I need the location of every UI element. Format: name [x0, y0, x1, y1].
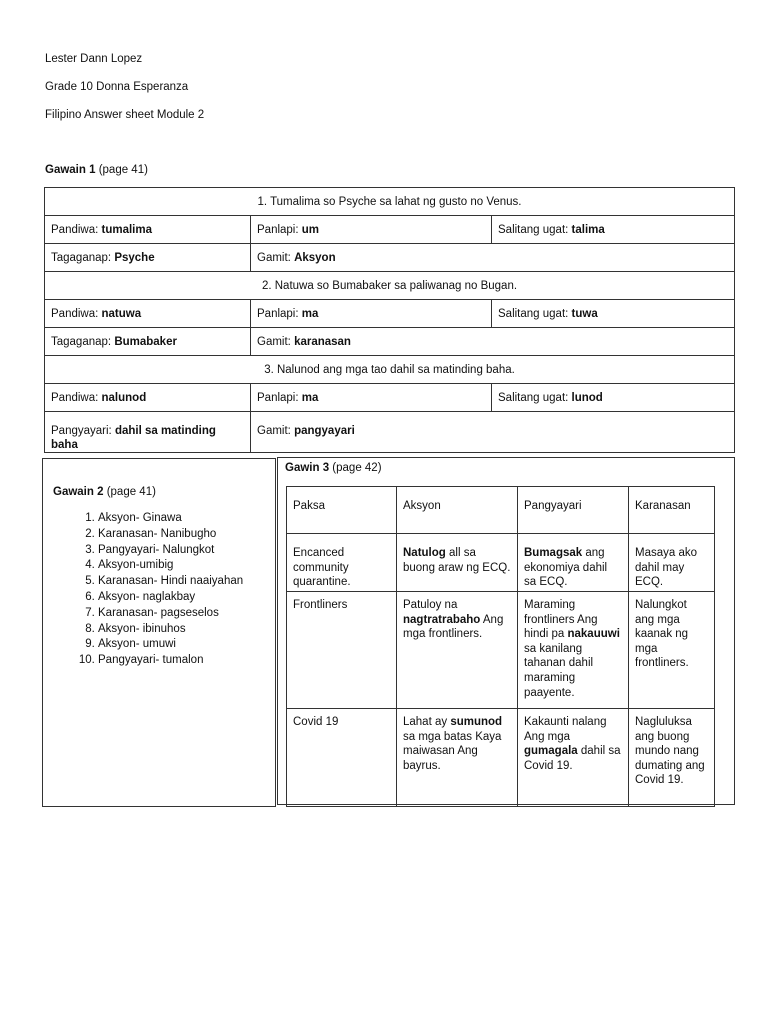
panlapi-label: Panlapi: [257, 223, 302, 236]
karanasan-cell: Nalungkot ang mga kaanak ng mga frontliners. [629, 592, 715, 709]
panlapi-value: ma [301, 391, 319, 404]
gamit-value: Aksyon [294, 251, 336, 264]
pangyayari-rest: ang ekonomiya dahil sa ECQ. [524, 547, 608, 589]
gawain1-title-bold: Gawain 1 [45, 164, 96, 176]
ugat-value: lunod [571, 391, 603, 404]
list-item: 2. Karanasan- Nanibugho [98, 527, 243, 543]
ugat-value: tuwa [571, 307, 598, 320]
gawain2-title-page: (page 41) [103, 486, 156, 498]
sentence-2: 2. Natuwa so Bumabaker sa paliwanag no Bugan. [45, 272, 735, 300]
gawain3-title [285, 462, 382, 474]
pangyayari-rest: sa kanilang tahanan dahil maraming paayente. [524, 642, 594, 699]
pandiwa-value: tumalima [101, 223, 153, 236]
header-karanasan: Karanasan [629, 487, 715, 534]
role-value: Bumabaker [114, 335, 177, 348]
role-cell [45, 412, 251, 453]
list-item: 3. Pangyayari- Nalungkot [98, 543, 243, 559]
gawain2-answer-list [53, 511, 243, 669]
pandiwa-value: natuwa [101, 307, 142, 320]
gawain1-title [45, 164, 148, 176]
student-name: Lester Dann Lopez [45, 53, 143, 65]
list-item: 10. Pangyayari- tumalon [98, 653, 243, 669]
gawain3-title-page: (page 42) [329, 462, 382, 474]
aksyon-verb: Natulog [403, 547, 446, 559]
table-row [287, 592, 715, 709]
paksa-cell: Covid 19 [287, 709, 397, 807]
list-item: 7. Karanasan- pagseselos [98, 606, 243, 622]
role-label: Tagaganap: [51, 251, 115, 264]
role-value: Psyche [114, 251, 155, 264]
table-header-row [287, 487, 715, 534]
table-row [287, 709, 715, 807]
pandiwa-value: nalunod [101, 391, 147, 404]
list-item: 8. Aksyon- ibinuhos [98, 622, 243, 638]
pangyayari-verb: Bumagsak [524, 547, 583, 559]
header-aksyon: Aksyon [397, 487, 518, 534]
panlapi-label: Panlapi: [257, 307, 302, 320]
ugat-cell [492, 300, 735, 328]
gamit-label: Gamit: [257, 251, 295, 264]
sentence-1: 1. Tumalima so Psyche sa lahat ng gusto no Venus. [45, 188, 735, 216]
header-paksa: Paksa [287, 487, 397, 534]
gamit-cell [251, 244, 735, 272]
pandiwa-cell [45, 216, 251, 244]
gawain3-box [277, 457, 735, 805]
role-value: dahil sa matinding baha [51, 425, 216, 451]
pangyayari-verb: nakauuwi [567, 628, 620, 641]
gawain1-title-page: (page 41) [95, 164, 148, 176]
aksyon-rest: Ang mga frontliners. [403, 613, 504, 641]
karanasan-cell: Nagluluksa ang buong mundo nang dumating ang Covid 19. [629, 709, 715, 807]
pandiwa-label: Pandiwa: [51, 391, 102, 404]
grade-section: Grade 10 Donna Esperanza [45, 81, 189, 93]
ugat-cell [492, 216, 735, 244]
aksyon-pre: Patuloy na [403, 599, 458, 611]
pandiwa-label: Pandiwa: [51, 223, 102, 236]
pangyayari-rest: dahil sa Covid 19. [524, 745, 621, 772]
gawain1-table [44, 187, 735, 453]
pangyayari-cell [518, 534, 629, 592]
role-cell [45, 328, 251, 356]
role-cell [45, 244, 251, 272]
gamit-cell [251, 328, 735, 356]
gawain2-title [53, 486, 156, 498]
ugat-label: Salitang ugat: [498, 223, 572, 236]
gawain2-box [42, 458, 276, 807]
analysis-row-2 [45, 300, 735, 328]
list-item: 5. Karanasan- Hindi naaiyahan [98, 574, 243, 590]
role-row-1 [45, 244, 735, 272]
list-item: 9. Aksyon- umuwi [98, 637, 243, 653]
gawain2-title-bold: Gawain 2 [53, 486, 104, 498]
aksyon-rest: sa mga batas Kaya maiwasan Ang bayrus. [403, 730, 502, 772]
pangyayari-cell [518, 709, 629, 807]
list-item: 6. Aksyon- naglakbay [98, 590, 243, 606]
pangyayari-pre: Maraming frontliners Ang hindi pa [524, 599, 598, 641]
list-item: 1. Aksyon- Ginawa [98, 511, 243, 527]
gamit-value: pangyayari [294, 425, 355, 437]
paksa-cell: Encanced community quarantine. [287, 534, 397, 592]
aksyon-cell [397, 534, 518, 592]
gawain3-table [286, 486, 715, 807]
aksyon-verb: nagtratrabaho [403, 613, 481, 626]
pandiwa-label: Pandiwa: [51, 307, 102, 320]
panlapi-cell [251, 300, 492, 328]
paksa-cell: Frontliners [287, 592, 397, 709]
panlapi-cell [251, 384, 492, 412]
ugat-value: talima [571, 223, 605, 236]
analysis-row-3 [45, 384, 735, 412]
pandiwa-cell [45, 300, 251, 328]
gawain3-title-bold: Gawin 3 [285, 462, 330, 474]
gamit-cell [251, 412, 735, 453]
panlapi-cell [251, 216, 492, 244]
analysis-row-1 [45, 216, 735, 244]
karanasan-cell: Masaya ako dahil may ECQ. [629, 534, 715, 592]
ugat-label: Salitang ugat: [498, 391, 572, 404]
role-label: Pangyayari: [51, 425, 115, 437]
gamit-label: Gamit: [257, 425, 295, 437]
panlapi-value: ma [301, 307, 319, 320]
aksyon-verb: sumunod [450, 716, 503, 728]
list-item: 4. Aksyon-umibig [98, 558, 243, 574]
sentence-row-3 [45, 356, 735, 384]
ugat-cell [492, 384, 735, 412]
pandiwa-cell [45, 384, 251, 412]
aksyon-rest: all sa buong araw ng ECQ. [403, 547, 511, 574]
sheet-title: Filipino Answer sheet Module 2 [45, 109, 205, 121]
sentence-3: 3. Nalunod ang mga tao dahil sa matinding baha. [45, 356, 735, 384]
role-row-3 [45, 412, 735, 453]
gamit-label: Gamit: [257, 335, 295, 348]
sentence-row-2 [45, 272, 735, 300]
aksyon-pre: Lahat ay [403, 716, 451, 728]
aksyon-cell [397, 592, 518, 709]
header-pangyayari: Pangyayari [518, 487, 629, 534]
gamit-value: karanasan [294, 335, 351, 348]
table-row [287, 534, 715, 592]
pangyayari-verb: gumagala [524, 745, 578, 758]
role-row-2 [45, 328, 735, 356]
panlapi-label: Panlapi: [257, 391, 302, 404]
aksyon-cell [397, 709, 518, 807]
panlapi-value: um [301, 223, 320, 236]
role-label: Tagaganap: [51, 335, 115, 348]
pangyayari-pre: Kakaunti nalang Ang mga [524, 716, 607, 743]
pangyayari-cell [518, 592, 629, 709]
sentence-row-1 [45, 188, 735, 216]
ugat-label: Salitang ugat: [498, 307, 572, 320]
